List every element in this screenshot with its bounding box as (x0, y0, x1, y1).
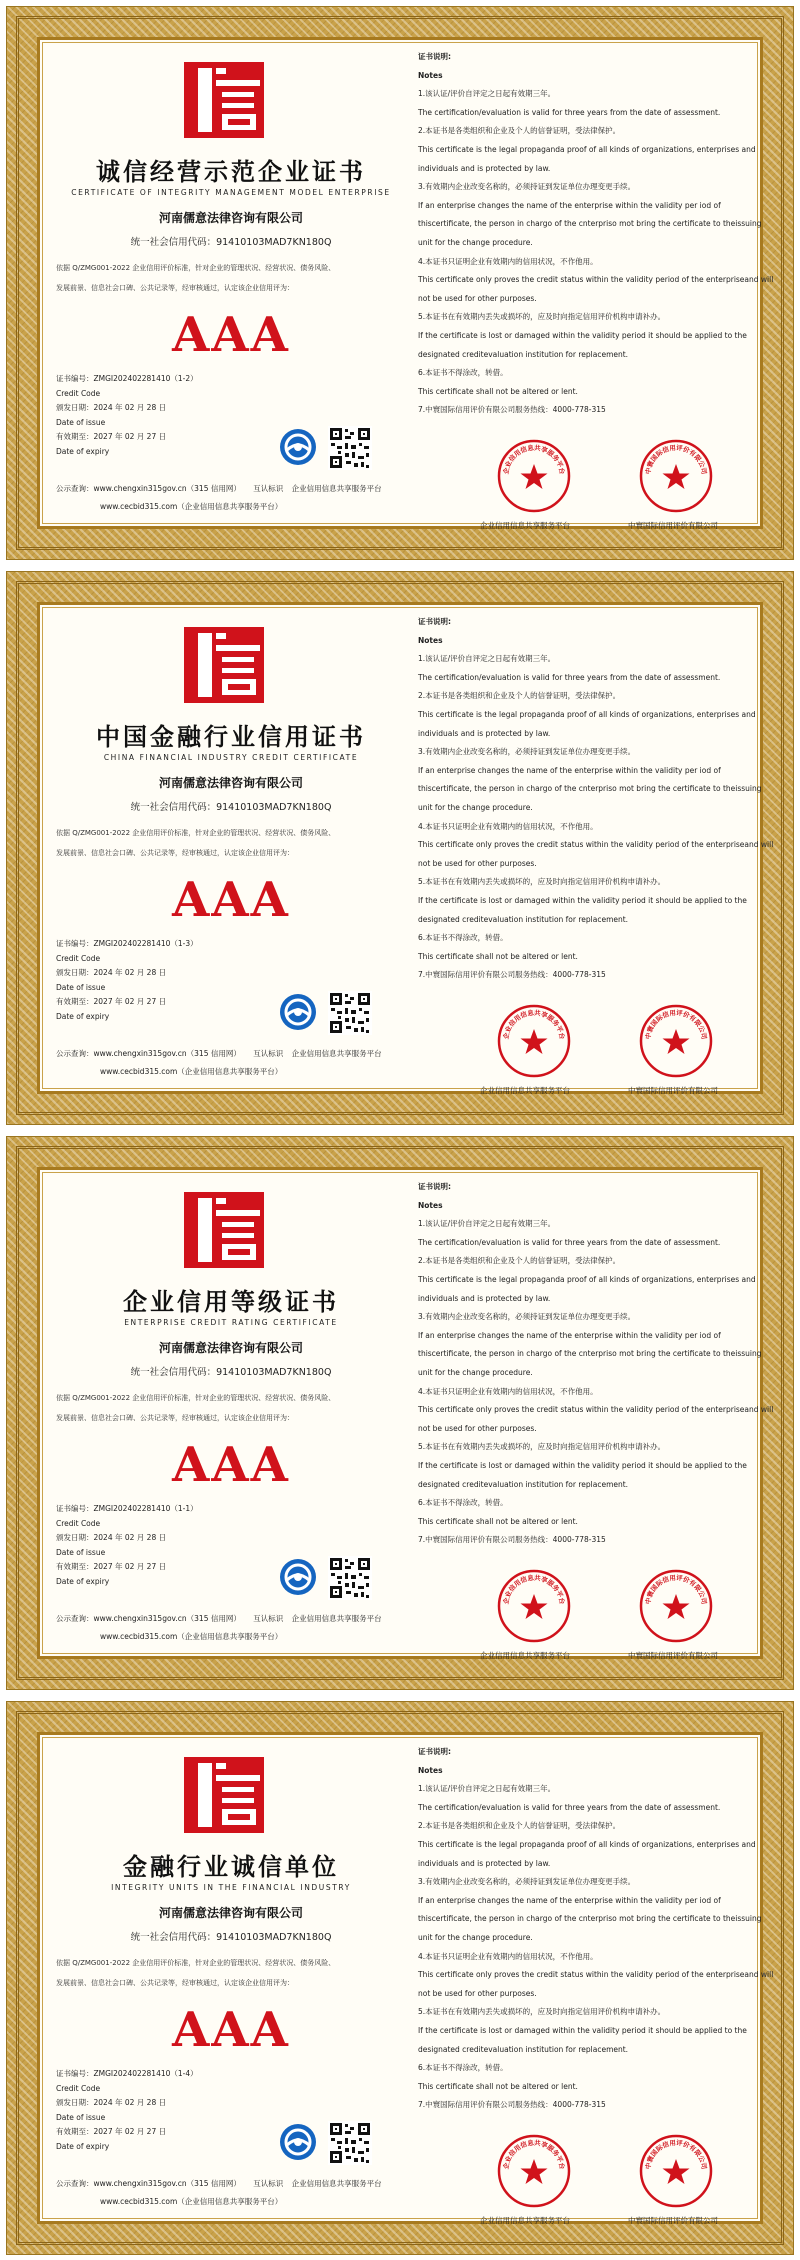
note-text: designated creditevaluation institution for replacement. (418, 2044, 629, 2054)
footer-line (56, 1045, 406, 1063)
note-text: This certificate only proves the credit status within the validity period of the enterpriseand will (418, 1970, 774, 1980)
issue-date-en: Date of issue (56, 1547, 106, 1557)
star-icon (663, 464, 690, 489)
svg-text:企业信用信息共享服务平台: 企业信用信息共享服务平台 (501, 1573, 567, 1605)
note-text: This certificate shall not be altered or lent. (418, 2081, 578, 2091)
note-text: 7.中寰国际信用评价有限公司服务热线：4000-778-315 (418, 970, 606, 980)
certificate-subtitle-en: CERTIFICATE OF INTEGRITY MANAGEMENT MODEL ENTERPRISE (71, 188, 391, 197)
note-text: unit for the change procedure. (418, 802, 533, 812)
certificate-description (56, 1388, 406, 1428)
notes-heading-cn: 证书说明: (418, 52, 451, 61)
certificate (6, 1136, 794, 1690)
note-text: If the certificate is lost or damaged within the validity period it should be applied to the (418, 895, 747, 905)
notes-panel (418, 613, 774, 1093)
note-text: 6.本证书不得涂改，转借。 (418, 1498, 508, 1508)
certificate-number-en: Credit Code (56, 388, 101, 398)
platform-label: 企业信用信息共享服务平台 (291, 1049, 382, 1058)
note-text: This certificate shall not be altered or lent. (418, 1516, 578, 1526)
company-name: 河南儒意法律咨询有限公司 (158, 1906, 303, 1920)
footer-line: www.cecbid315.com（企业信用信息共享服务平台） (100, 502, 283, 511)
certificate-number: 证书编号：ZMGI202402281410（1-4） (56, 2069, 198, 2078)
note-text: The certification/evaluation is valid for three years from the date of assessment. (418, 1802, 721, 1812)
certificate-left-panel (56, 613, 406, 1093)
description-line: 依据 Q/ZMG001-2022 企业信用评价标准，针对企业的管理状况、经营状况、债务风险、 (56, 264, 336, 272)
description-line: 发展前景、信息社会口碑、公共记录等，经审核通过，认定该企业信用评为： (56, 849, 294, 857)
certificate-description (56, 1953, 406, 1993)
note-text: 1.该认证/评价自评定之日起有效期三年。 (418, 89, 556, 99)
certificate-number: 证书编号：ZMGI202402281410（1-3） (56, 939, 198, 948)
note-text: 2.本证书是各类组织和企业及个人的信誉证明，受法律保护。 (418, 1821, 621, 1831)
credit-grade: AAA (172, 1437, 290, 1493)
mutual-recognition-emblem-icon (279, 1558, 317, 1596)
footer-line: www.cecbid315.com（企业信用信息共享服务平台） (100, 1632, 283, 1641)
note-text: 3.有效期内企业改变名称的，必须持证到发证单位办理变更手续。 (418, 747, 636, 757)
svg-text:企业信用信息共享服务平台: 企业信用信息共享服务平台 (501, 2138, 567, 2170)
credit-logo-icon (182, 625, 266, 705)
mutual-recognition-emblem-icon (279, 993, 317, 1031)
description-line: 依据 Q/ZMG001-2022 企业信用评价标准，针对企业的管理状况、经营状况、债务风险、 (56, 1394, 336, 1402)
note-text: If an enterprise changes the name of the enterprise within the validity per iod of (418, 200, 721, 210)
note-text: 1.该认证/评价自评定之日起有效期三年。 (418, 1784, 556, 1794)
seal-label: 企业信用信息共享服务平台 (480, 1086, 570, 1095)
note-text: If an enterprise changes the name of the enterprise within the validity per iod of (418, 765, 721, 775)
svg-text:中寰国际信用评价有限公司: 中寰国际信用评价有限公司 (643, 443, 709, 475)
seal-label: 中寰国际信用评价有限公司 (628, 1086, 718, 1095)
note-text: 1.该认证/评价自评定之日起有效期三年。 (418, 654, 556, 664)
note-text: This certificate only proves the credit status within the validity period of the enterpriseand will (418, 275, 774, 285)
company-name: 河南儒意法律咨询有限公司 (158, 1341, 303, 1355)
note-text: not be used for other purposes. (418, 1988, 537, 1998)
certificate-body (37, 37, 774, 530)
platform-label: 企业信用信息共享服务平台 (291, 1614, 382, 1623)
footer-line (56, 480, 406, 498)
notes-heading-cn: 证书说明: (418, 1182, 451, 1191)
certificate-number: 证书编号：ZMGI202402281410（1-1） (56, 1504, 198, 1513)
svg-text:企业信用信息共享服务平台: 企业信用信息共享服务平台 (501, 443, 567, 475)
expiry-date: 有效期至：2027 年 02 月 27 日 (56, 1562, 167, 1571)
note-text: 6.本证书不得涂改，转借。 (418, 368, 508, 378)
expiry-date-en: Date of expiry (56, 446, 110, 456)
note-text: not be used for other purposes. (418, 293, 537, 303)
certificate-body (37, 1732, 774, 2225)
note-text: 3.有效期内企业改变名称的，必须持证到发证单位办理变更手续。 (418, 182, 636, 192)
verification-site: 公示查询：www.chengxin315gov.cn（315 信用网） (56, 2179, 241, 2188)
description-line: 依据 Q/ZMG001-2022 企业信用评价标准，针对企业的管理状况、经营状况、债务风险、 (56, 1959, 336, 1967)
seal-stamp (638, 1003, 714, 1079)
certificate-number-en: Credit Code (56, 953, 101, 963)
company-name: 河南儒意法律咨询有限公司 (158, 776, 303, 790)
seal-stamp (496, 438, 572, 514)
note-text: If the certificate is lost or damaged within the validity period it should be applied to the (418, 1460, 747, 1470)
issue-date: 颁发日期：2024 年 02 月 28 日 (56, 403, 167, 412)
credit-logo-icon (182, 1190, 266, 1270)
certificate-footer (56, 480, 406, 516)
mutual-recognition-emblem-icon (279, 428, 317, 466)
note-text: 5.本证书在有效期内丢失或损坏的，应及时向指定信用评价机构申请补办。 (418, 2007, 666, 2017)
description-line: 发展前景、信息社会口碑、公共记录等，经审核通过，认定该企业信用评为： (56, 1414, 294, 1422)
qr-code-icon (328, 1556, 372, 1600)
notes-panel (418, 1743, 774, 2223)
certificate-info (56, 937, 276, 1024)
company-name: 河南儒意法律咨询有限公司 (158, 211, 303, 225)
note-text: The certification/evaluation is valid for three years from the date of assessment. (418, 107, 721, 117)
svg-text:中寰国际信用评价有限公司: 中寰国际信用评价有限公司 (643, 1008, 709, 1040)
seal-label: 企业信用信息共享服务平台 (480, 1651, 570, 1660)
expiry-date: 有效期至：2027 年 02 月 27 日 (56, 432, 167, 441)
certificate-description (56, 258, 406, 298)
notes-heading-cn: 证书说明: (418, 617, 451, 626)
issue-date-en: Date of issue (56, 417, 106, 427)
note-text: If an enterprise changes the name of the enterprise within the validity per iod of (418, 1895, 721, 1905)
unified-credit-code: 统一社会信用代码：91410103MAD7KN180Q (130, 1367, 332, 1378)
note-text: 4.本证书只证明企业有效期内的信用状况，不作他用。 (418, 821, 598, 831)
note-text: thiscertificate, the person in chargo of the cnterpriso mot bring the certificate to theissuing (418, 1349, 762, 1359)
certificate-title: 企业信用等级证书 (123, 1287, 339, 1316)
note-text: The certification/evaluation is valid for three years from the date of assessment. (418, 1237, 721, 1247)
note-text: This certificate is the legal propaganda proof of all kinds of organizations, enterprises and (418, 1274, 756, 1284)
note-text: 4.本证书只证明企业有效期内的信用状况，不作他用。 (418, 256, 598, 266)
notes-heading-en: Notes (418, 70, 443, 80)
qr-code-icon (328, 991, 372, 1035)
note-text: 6.本证书不得涂改，转借。 (418, 2063, 508, 2073)
note-text: 6.本证书不得涂改，转借。 (418, 933, 508, 943)
star-icon (663, 1594, 690, 1619)
seal-stamp (638, 438, 714, 514)
note-text: individuals and is protected by law. (418, 728, 551, 738)
description-line: 依据 Q/ZMG001-2022 企业信用评价标准，针对企业的管理状况、经营状况、债务风险、 (56, 829, 336, 837)
note-text: 7.中寰国际信用评价有限公司服务热线：4000-778-315 (418, 2100, 606, 2110)
star-icon (663, 1029, 690, 1054)
notes-panel (418, 48, 774, 528)
qr-code-icon (328, 2121, 372, 2165)
certificate (6, 1701, 794, 2255)
svg-text:企业信用信息共享服务平台: 企业信用信息共享服务平台 (501, 1008, 567, 1040)
note-text: 4.本证书只证明企业有效期内的信用状况，不作他用。 (418, 1951, 598, 1961)
svg-text:中寰国际信用评价有限公司: 中寰国际信用评价有限公司 (643, 1573, 709, 1605)
expiry-date-en: Date of expiry (56, 1576, 110, 1586)
mutual-recognition-label: 互认标识 (253, 1049, 284, 1058)
note-text: This certificate is the legal propaganda proof of all kinds of organizations, enterprises and (418, 709, 756, 719)
certificate-subtitle-en: CHINA FINANCIAL INDUSTRY CREDIT CERTIFICATE (103, 753, 359, 762)
certificate-number-en: Credit Code (56, 1518, 101, 1528)
certificate-title: 诚信经营示范企业证书 (96, 157, 366, 186)
note-text: individuals and is protected by law. (418, 163, 551, 173)
note-text: unit for the change procedure. (418, 1932, 533, 1942)
certificate-left-panel (56, 1178, 406, 1658)
note-text: designated creditevaluation institution for replacement. (418, 914, 629, 924)
note-text: This certificate is the legal propaganda proof of all kinds of organizations, enterprises and (418, 1839, 756, 1849)
seal-stamp (496, 1003, 572, 1079)
svg-text:中寰国际信用评价有限公司: 中寰国际信用评价有限公司 (643, 2138, 709, 2170)
certificate-number: 证书编号：ZMGI202402281410（1-2） (56, 374, 198, 383)
seal-label: 企业信用信息共享服务平台 (480, 2216, 570, 2225)
note-text: If the certificate is lost or damaged within the validity period it should be applied to the (418, 2025, 747, 2035)
note-text: thiscertificate, the person in chargo of the cnterpriso mot bring the certificate to theissuing (418, 1914, 762, 1924)
note-text: 2.本证书是各类组织和企业及个人的信誉证明，受法律保护。 (418, 126, 621, 136)
notes-heading-en: Notes (418, 635, 443, 645)
issue-date: 颁发日期：2024 年 02 月 28 日 (56, 968, 167, 977)
note-text: 7.中寰国际信用评价有限公司服务热线：4000-778-315 (418, 405, 606, 415)
note-text: 2.本证书是各类组织和企业及个人的信誉证明，受法律保护。 (418, 691, 621, 701)
certificate-footer (56, 2175, 406, 2211)
verification-site: 公示查询：www.chengxin315gov.cn（315 信用网） (56, 1614, 241, 1623)
platform-label: 企业信用信息共享服务平台 (291, 2179, 382, 2188)
seal-label: 中寰国际信用评价有限公司 (628, 2216, 718, 2225)
footer-line (56, 1610, 406, 1628)
certificate-info (56, 2067, 276, 2154)
issue-date: 颁发日期：2024 年 02 月 28 日 (56, 2098, 167, 2107)
certificate-body (37, 602, 774, 1095)
certificate-footer (56, 1045, 406, 1081)
note-text: not be used for other purposes. (418, 1423, 537, 1433)
issue-date-en: Date of issue (56, 2112, 106, 2122)
certificate-info (56, 1502, 276, 1589)
notes-heading-en: Notes (418, 1765, 443, 1775)
issue-date-en: Date of issue (56, 982, 106, 992)
credit-grade: AAA (172, 872, 290, 928)
star-icon (521, 1594, 548, 1619)
credit-grade: AAA (172, 307, 290, 363)
note-text: 7.中寰国际信用评价有限公司服务热线：4000-778-315 (418, 1535, 606, 1545)
expiry-date: 有效期至：2027 年 02 月 27 日 (56, 2127, 167, 2136)
seal-stamp (638, 1568, 714, 1644)
note-text: 5.本证书在有效期内丢失或损坏的，应及时向指定信用评价机构申请补办。 (418, 312, 666, 322)
mutual-recognition-label: 互认标识 (253, 1614, 284, 1623)
unified-credit-code: 统一社会信用代码：91410103MAD7KN180Q (130, 802, 332, 813)
star-icon (521, 1029, 548, 1054)
mutual-recognition-emblem-icon (279, 2123, 317, 2161)
seal-stamp (496, 2133, 572, 2209)
note-text: If an enterprise changes the name of the enterprise within the validity per iod of (418, 1330, 721, 1340)
note-text: 3.有效期内企业改变名称的，必须持证到发证单位办理变更手续。 (418, 1877, 636, 1887)
certificate-subtitle-en: ENTERPRISE CREDIT RATING CERTIFICATE (124, 1318, 338, 1327)
verification-site: 公示查询：www.chengxin315gov.cn（315 信用网） (56, 484, 241, 493)
certificate-footer (56, 1610, 406, 1646)
certificate-description (56, 823, 406, 863)
seal-stamp (638, 2133, 714, 2209)
verification-site: 公示查询：www.chengxin315gov.cn（315 信用网） (56, 1049, 241, 1058)
expiry-date: 有效期至：2027 年 02 月 27 日 (56, 997, 167, 1006)
certificate-subtitle-en: INTEGRITY UNITS IN THE FINANCIAL INDUSTRY (111, 1883, 351, 1892)
notes-heading-en: Notes (418, 1200, 443, 1210)
expiry-date-en: Date of expiry (56, 2141, 110, 2151)
seal-label: 企业信用信息共享服务平台 (480, 521, 570, 530)
seal-label: 中寰国际信用评价有限公司 (628, 1651, 718, 1660)
credit-logo-icon (182, 60, 266, 140)
certificate-number-en: Credit Code (56, 2083, 101, 2093)
certificate-title: 中国金融行业信用证书 (96, 722, 366, 751)
platform-label: 企业信用信息共享服务平台 (291, 484, 382, 493)
expiry-date-en: Date of expiry (56, 1011, 110, 1021)
note-text: 3.有效期内企业改变名称的，必须持证到发证单位办理变更手续。 (418, 1312, 636, 1322)
certificate-title: 金融行业诚信单位 (123, 1852, 339, 1881)
note-text: 1.该认证/评价自评定之日起有效期三年。 (418, 1219, 556, 1229)
certificate (6, 571, 794, 1125)
star-icon (663, 2159, 690, 2184)
star-icon (521, 464, 548, 489)
qr-code-icon (328, 426, 372, 470)
certificate-info (56, 372, 276, 459)
certificate-left-panel (56, 1743, 406, 2223)
footer-line: www.cecbid315.com（企业信用信息共享服务平台） (100, 2197, 283, 2206)
note-text: This certificate only proves the credit status within the validity period of the enterpriseand will (418, 1405, 774, 1415)
note-text: individuals and is protected by law. (418, 1293, 551, 1303)
note-text: The certification/evaluation is valid for three years from the date of assessment. (418, 672, 721, 682)
notes-heading-cn: 证书说明: (418, 1747, 451, 1756)
star-icon (521, 2159, 548, 2184)
note-text: 5.本证书在有效期内丢失或损坏的，应及时向指定信用评价机构申请补办。 (418, 877, 666, 887)
certificate-body (37, 1167, 774, 1660)
notes-panel (418, 1178, 774, 1658)
note-text: individuals and is protected by law. (418, 1858, 551, 1868)
note-text: thiscertificate, the person in chargo of the cnterpriso mot bring the certificate to theissuing (418, 784, 762, 794)
mutual-recognition-label: 互认标识 (253, 484, 284, 493)
unified-credit-code: 统一社会信用代码：91410103MAD7KN180Q (130, 237, 332, 248)
note-text: designated creditevaluation institution for replacement. (418, 1479, 629, 1489)
footer-line (56, 2175, 406, 2193)
note-text: unit for the change procedure. (418, 1367, 533, 1377)
note-text: This certificate only proves the credit status within the validity period of the enterpriseand will (418, 840, 774, 850)
description-line: 发展前景、信息社会口碑、公共记录等，经审核通过，认定该企业信用评为： (56, 284, 294, 292)
note-text: 5.本证书在有效期内丢失或损坏的，应及时向指定信用评价机构申请补办。 (418, 1442, 666, 1452)
note-text: 4.本证书只证明企业有效期内的信用状况，不作他用。 (418, 1386, 598, 1396)
note-text: This certificate shall not be altered or lent. (418, 386, 578, 396)
note-text: designated creditevaluation institution for replacement. (418, 349, 629, 359)
certificate (6, 6, 794, 560)
footer-line: www.cecbid315.com（企业信用信息共享服务平台） (100, 1067, 283, 1076)
credit-grade: AAA (172, 2002, 290, 2058)
issue-date: 颁发日期：2024 年 02 月 28 日 (56, 1533, 167, 1542)
description-line: 发展前景、信息社会口碑、公共记录等，经审核通过，认定该企业信用评为： (56, 1979, 294, 1987)
mutual-recognition-label: 互认标识 (253, 2179, 284, 2188)
certificate-left-panel (56, 48, 406, 528)
note-text: This certificate is the legal propaganda proof of all kinds of organizations, enterprises and (418, 144, 756, 154)
note-text: If the certificate is lost or damaged within the validity period it should be applied to the (418, 330, 747, 340)
note-text: unit for the change procedure. (418, 237, 533, 247)
note-text: not be used for other purposes. (418, 858, 537, 868)
unified-credit-code: 统一社会信用代码：91410103MAD7KN180Q (130, 1932, 332, 1943)
note-text: thiscertificate, the person in chargo of the cnterpriso mot bring the certificate to theissuing (418, 219, 762, 229)
credit-logo-icon (182, 1755, 266, 1835)
seal-label: 中寰国际信用评价有限公司 (628, 521, 718, 530)
note-text: 2.本证书是各类组织和企业及个人的信誉证明，受法律保护。 (418, 1256, 621, 1266)
seal-stamp (496, 1568, 572, 1644)
note-text: This certificate shall not be altered or lent. (418, 951, 578, 961)
